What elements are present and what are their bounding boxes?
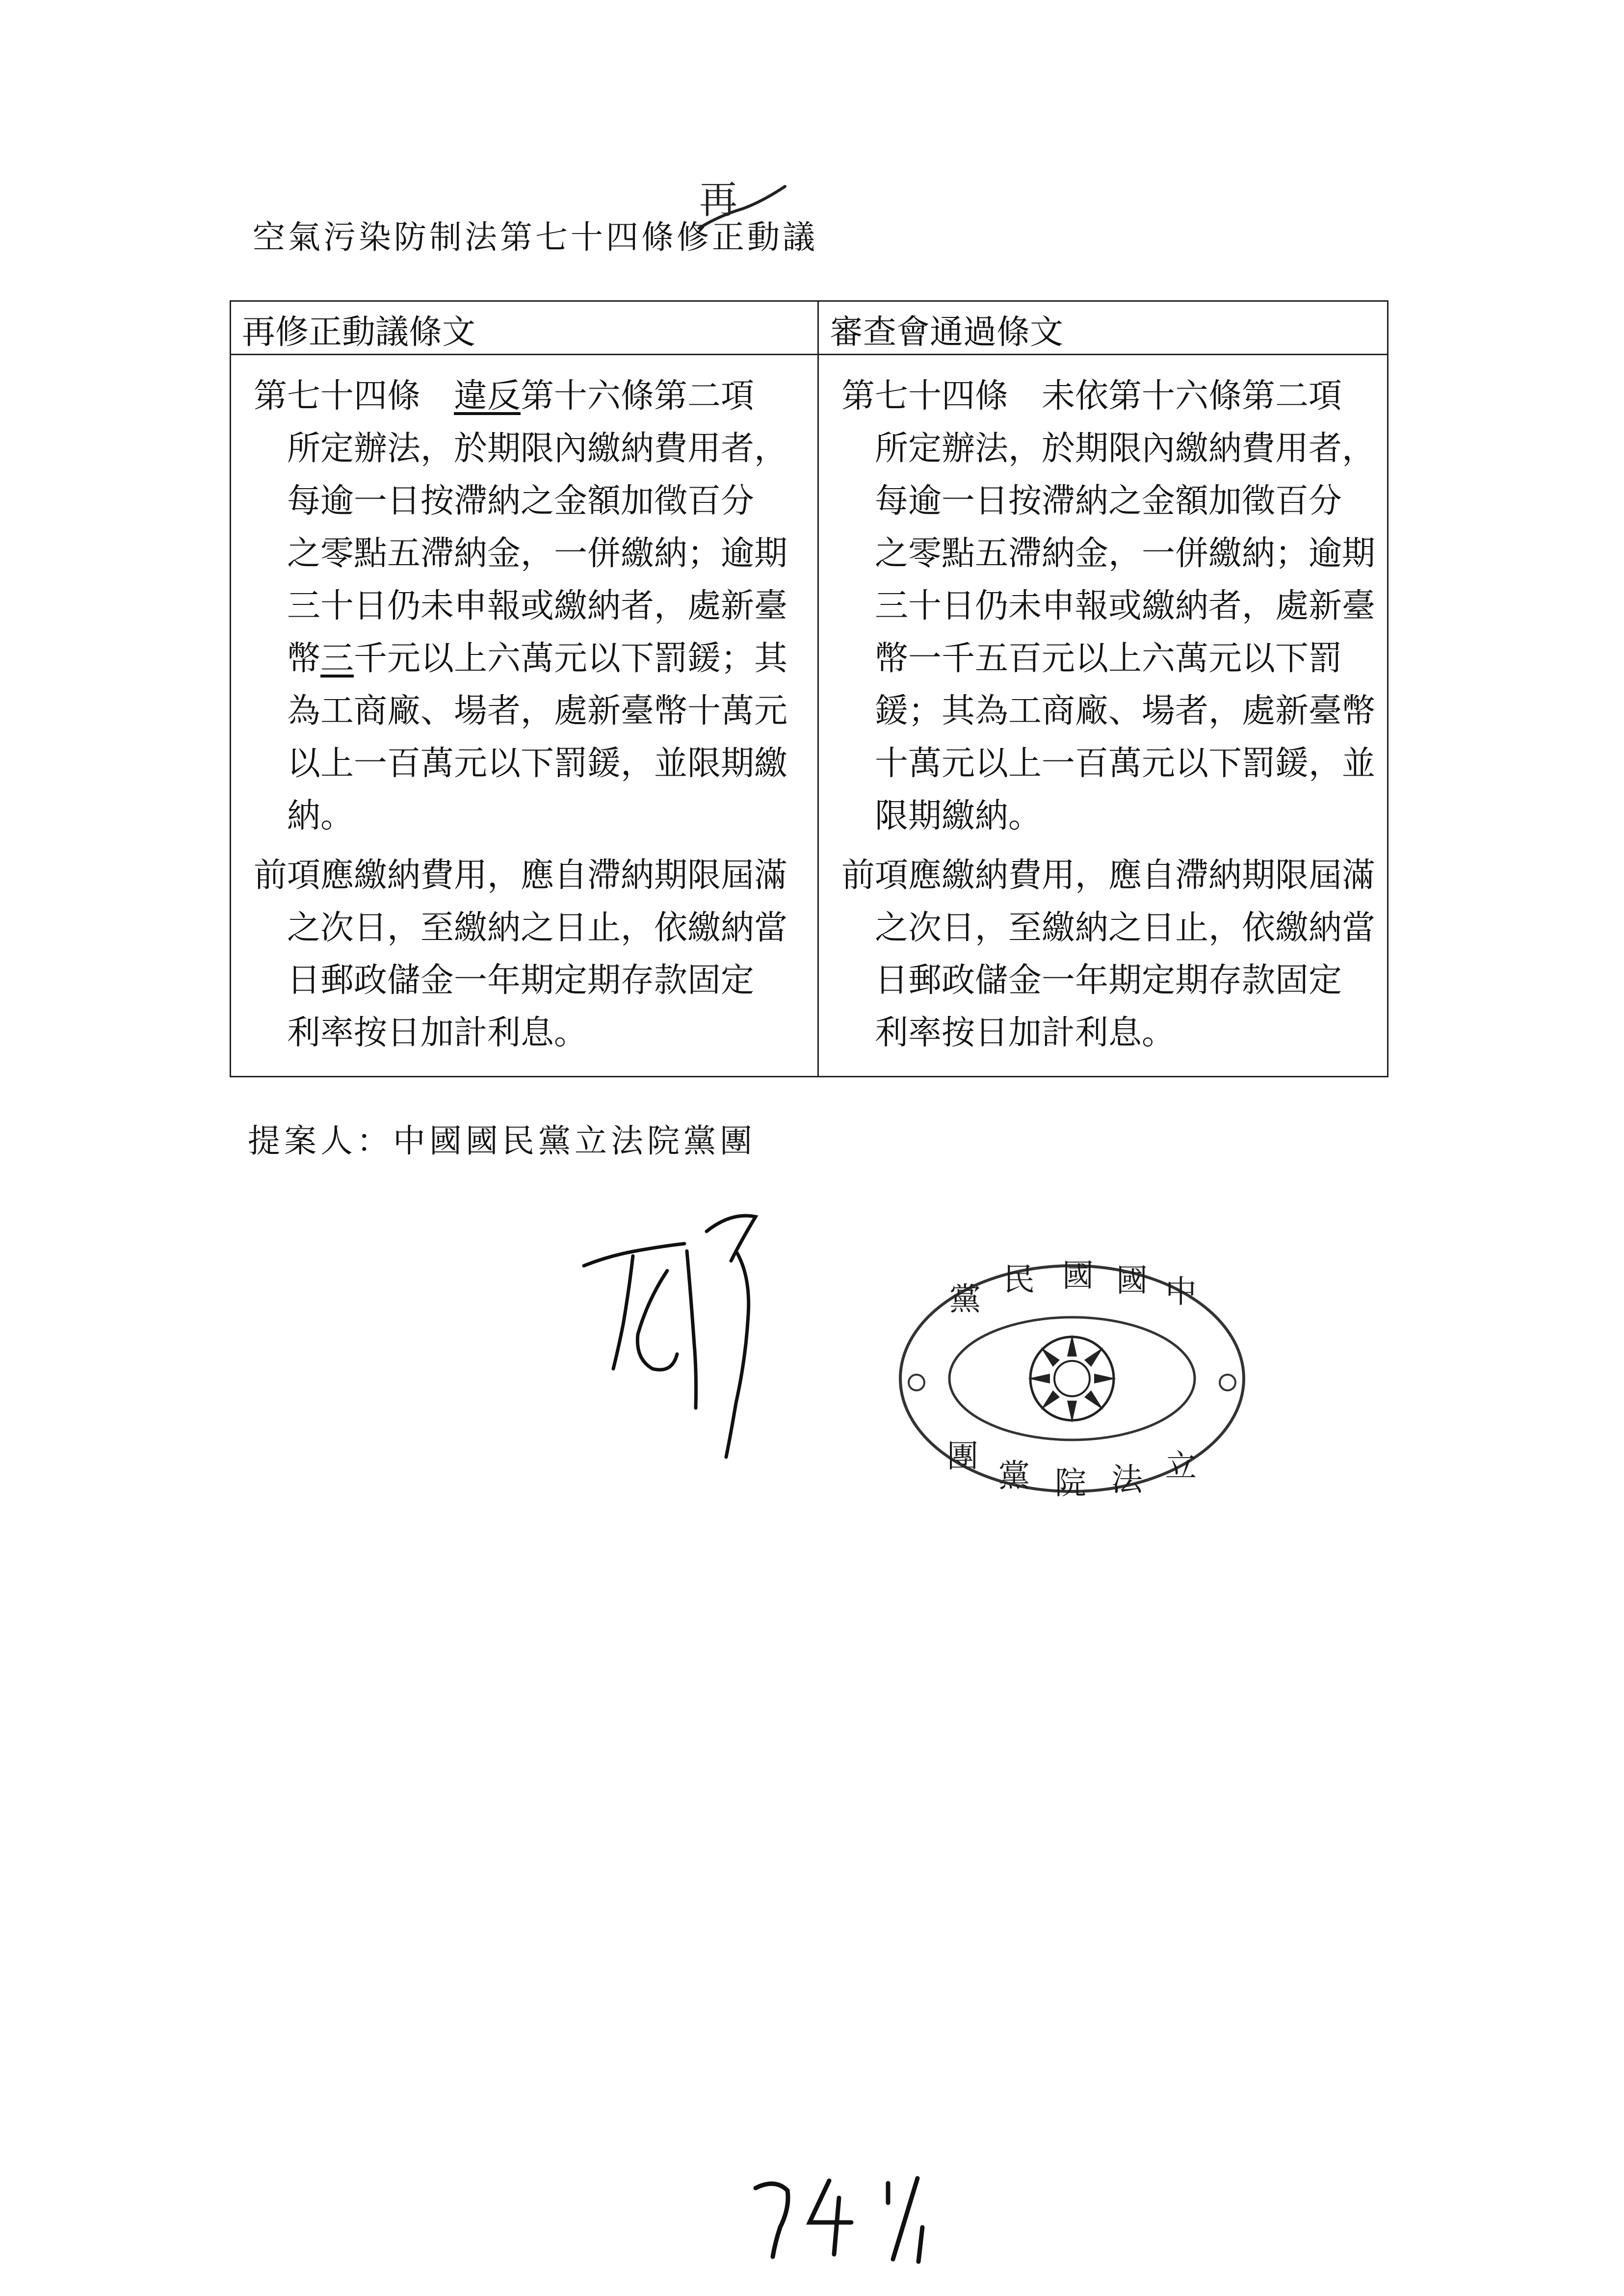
passed-line: 十萬元以上一百萬元以下罰鍰，並	[874, 744, 1375, 783]
seal-flower-icon	[909, 1375, 1235, 1390]
passed-line: 之次日，至繳納之日止，依繳納當	[874, 909, 1375, 947]
revised-paragraph-2	[254, 849, 806, 1059]
comparison-table	[230, 300, 1388, 1077]
revised-line: 前項應繳納費用，應自滯納期限屆滿	[254, 856, 788, 895]
table-body-row	[231, 355, 1388, 1077]
seal-top-char: 民	[1003, 1262, 1035, 1298]
seal-bottom-char: 法	[1111, 1462, 1143, 1498]
seal-top-char: 國	[1062, 1258, 1094, 1294]
revised-line: 為工商廠、場者，處新臺幣十萬元	[287, 692, 788, 731]
seal-bottom-char: 團	[947, 1438, 978, 1475]
seal-top-char: 國	[1116, 1263, 1148, 1299]
committee-passed-cell	[818, 355, 1388, 1077]
passed-line: 所定辦法，於期限內繳納費用者，	[874, 429, 1375, 468]
table-header-row	[231, 301, 1388, 355]
passed-line: 三十日仍未申報或繳納者，處新臺	[874, 587, 1375, 626]
revised-line-1: 第七十四條 違反第十六條第二項	[254, 377, 755, 416]
insertion-caret-icon	[689, 169, 792, 233]
revised-line: 幣三千元以上六萬元以下罰鍰；其	[287, 639, 788, 678]
passed-line: 限期繳納。	[874, 797, 1042, 835]
passed-line: 每逾一日按滯納之金額加徵百分	[874, 482, 1342, 521]
revised-line: 所定辦法，於期限內繳納費用者，	[287, 429, 788, 468]
passed-line: 第七十四條 未依第十六條第二項	[841, 377, 1342, 416]
revised-line: 利率按日加計利息。	[287, 1014, 588, 1052]
passed-line: 日郵政儲金一年期定期存款固定	[874, 961, 1342, 1000]
revised-line: 之次日，至繳納之日止，依繳納當	[287, 909, 788, 947]
seal-top-char: 中	[1165, 1274, 1197, 1310]
header-committee-passed: 審查會通過條文	[818, 301, 1388, 355]
seal-top-char: 黨	[949, 1281, 981, 1318]
seal-bottom-char: 院	[1055, 1465, 1086, 1501]
underlined-amount: 三	[320, 639, 354, 678]
revised-line: 日郵政儲金一年期定期存款固定	[287, 961, 755, 1000]
title-suffix: 修正動議	[677, 218, 818, 256]
passed-line: 鍰；其為工商廠、場者，處新臺幣	[874, 692, 1375, 731]
revised-line: 每逾一日按滯納之金額加徵百分	[287, 482, 755, 521]
revised-line: 之零點五滯納金，一併繳納；逾期	[287, 534, 788, 573]
handwritten-page-number	[746, 2168, 952, 2267]
passed-paragraph-2	[841, 849, 1375, 1059]
passed-paragraph-1	[841, 370, 1375, 842]
passed-line: 幣一千五百元以上六萬元以下罰	[874, 639, 1342, 678]
party-emblem-icon	[1028, 1334, 1116, 1423]
seal-bottom-char: 立	[1165, 1448, 1197, 1485]
passed-line: 之零點五滯納金，一併繳納；逾期	[874, 534, 1375, 573]
page-number-text: 94 ¼	[746, 2168, 747, 2169]
passed-line: 利率按日加計利息。	[874, 1014, 1175, 1052]
seal-bottom-char: 黨	[998, 1458, 1030, 1494]
header-revised-motion: 再修正動議條文	[231, 301, 818, 355]
inserted-word: 再	[699, 178, 738, 222]
proposer-line: 提案人：中國國民黨立法院黨團	[248, 1122, 756, 1160]
party-seal	[893, 1256, 1251, 1501]
revised-motion-cell	[231, 355, 818, 1077]
handwritten-signature	[574, 1197, 849, 1472]
handwritten-insertion	[689, 169, 792, 233]
revised-line: 納。	[287, 797, 354, 835]
title-prefix: 空氣污染防制法第七十四條	[253, 218, 677, 256]
revised-paragraph-1	[254, 370, 806, 842]
underlined-amendment: 違反	[454, 377, 521, 416]
passed-line: 前項應繳納費用，應自滯納期限屆滿	[841, 856, 1375, 895]
revised-line: 以上一百萬元以下罰鍰，並限期繳	[287, 744, 788, 783]
revised-line: 三十日仍未申報或繳納者，處新臺	[287, 587, 788, 626]
